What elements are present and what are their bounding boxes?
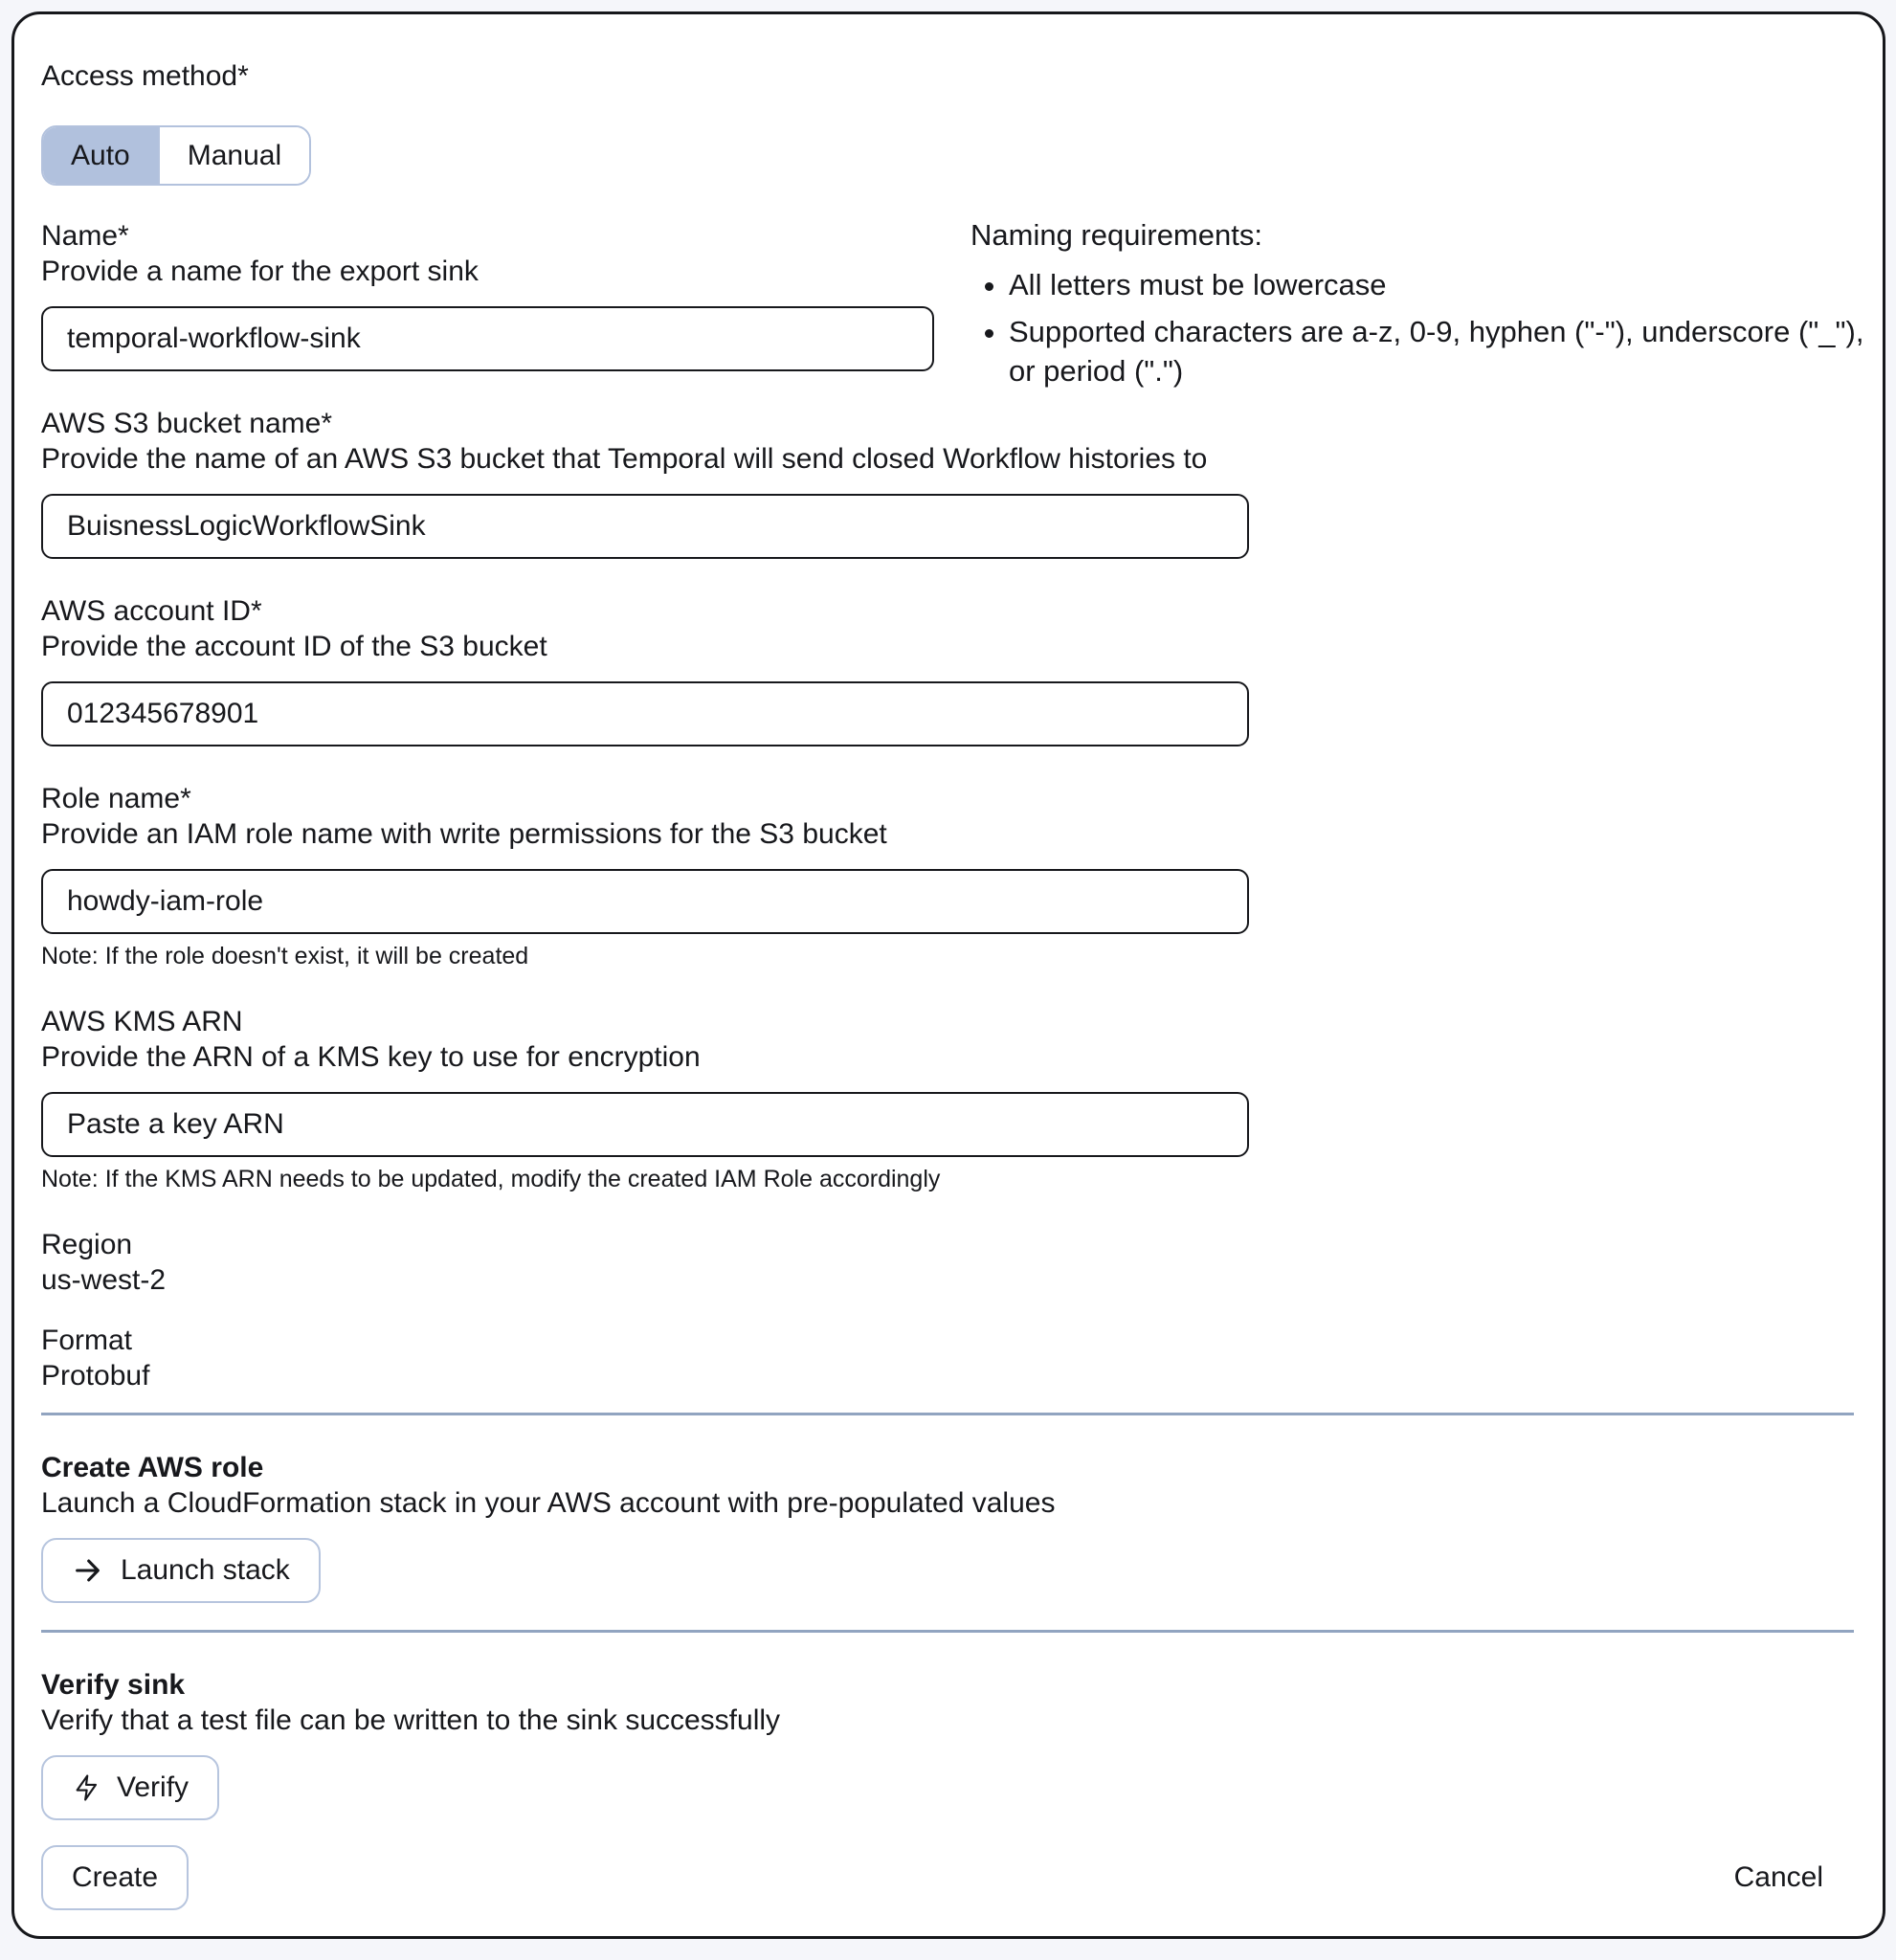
create-button[interactable]: Create: [41, 1845, 189, 1910]
footer-actions: [41, 1845, 1854, 1910]
name-label: Name*: [41, 220, 129, 252]
account-field-section: [41, 593, 1854, 746]
role-input[interactable]: [41, 869, 1249, 934]
divider: [41, 1413, 1854, 1415]
kms-input[interactable]: [41, 1092, 1249, 1157]
export-sink-form-card: [11, 11, 1885, 1939]
account-description: Provide the account ID of the S3 bucket: [41, 631, 547, 662]
toggle-option-manual[interactable]: Manual: [158, 127, 309, 184]
bucket-field-section: [41, 406, 1854, 559]
verify-sink-section: [41, 1667, 1854, 1820]
kms-field-section: [41, 1004, 1854, 1192]
role-label: Role name*: [41, 783, 191, 814]
cancel-button[interactable]: Cancel: [1733, 1861, 1823, 1893]
toggle-option-auto[interactable]: Auto: [43, 127, 158, 184]
naming-requirements: [970, 217, 1875, 398]
verify-label: Verify: [117, 1771, 190, 1803]
account-label: AWS account ID*: [41, 595, 262, 627]
kms-description: Provide the ARN of a KMS key to use for encryption: [41, 1041, 701, 1073]
name-input[interactable]: [41, 306, 934, 371]
verify-sink-description: Verify that a test file can be written to the sink successfully: [41, 1704, 781, 1736]
access-method-section: [41, 58, 1854, 218]
divider: [41, 1630, 1854, 1633]
naming-requirements-list: [970, 265, 1875, 390]
create-role-section: [41, 1450, 1854, 1630]
access-method-label: Access method*: [41, 60, 249, 92]
role-description: Provide an IAM role name with write permissions for the S3 bucket: [41, 818, 887, 850]
lightning-icon: [72, 1773, 100, 1802]
kms-label: AWS KMS ARN: [41, 1006, 243, 1037]
role-field-section: [41, 781, 1854, 969]
naming-requirement-item: • Supported characters are a-z, 0-9, hyphen ("-"), underscore ("_"), or period ("."): [1009, 312, 1875, 390]
bucket-input[interactable]: [41, 494, 1249, 559]
create-role-description: Launch a CloudFormation stack in your AWS account with pre-populated values: [41, 1487, 1056, 1519]
format-section: [41, 1323, 1854, 1393]
naming-requirements-title: Naming requirements:: [970, 218, 1262, 252]
account-input[interactable]: [41, 681, 1249, 746]
arrow-right-icon: [72, 1554, 104, 1587]
kms-note: Note: If the KMS ARN needs to be updated, modify the created IAM Role accordingly: [41, 1166, 941, 1192]
access-method-toggle: [41, 125, 311, 186]
format-value: Protobuf: [41, 1360, 150, 1392]
role-note: Note: If the role doesn't exist, it will be created: [41, 943, 529, 969]
launch-stack-button[interactable]: [41, 1538, 321, 1603]
name-description: Provide a name for the export sink: [41, 256, 479, 287]
bucket-description: Provide the name of an AWS S3 bucket that Temporal will send closed Workflow histories to: [41, 443, 1208, 475]
naming-requirement-item: • All letters must be lowercase: [1009, 265, 1875, 304]
create-role-title: Create AWS role: [41, 1452, 264, 1483]
launch-stack-label: Launch stack: [121, 1554, 290, 1586]
region-value: us-west-2: [41, 1264, 167, 1296]
verify-button[interactable]: [41, 1755, 219, 1820]
region-section: [41, 1227, 1854, 1298]
format-label: Format: [41, 1325, 133, 1356]
bucket-label: AWS S3 bucket name*: [41, 408, 333, 439]
region-label: Region: [41, 1229, 133, 1260]
verify-sink-title: Verify sink: [41, 1669, 186, 1701]
